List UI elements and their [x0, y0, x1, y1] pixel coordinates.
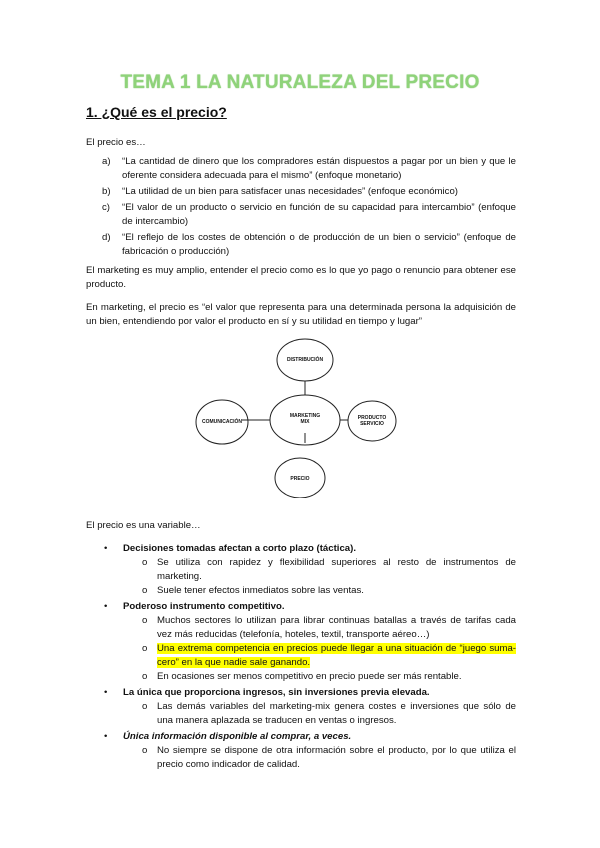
variable-intro: El precio es una variable…: [86, 520, 201, 531]
sub-bullet-item-highlighted: o Una extrema competencia en precios puede llegar a una situación de “juego suma-cero” en la que nadie sale ganando.: [142, 643, 516, 668]
section-heading: 1. ¿Qué es el precio?: [86, 104, 227, 120]
node-label-bottom: PRECIO: [290, 476, 310, 482]
list-item: d) “El reflejo de los costes de obtención o de producción de un bien o servicio” (enfoque de fabricación o producción): [102, 232, 516, 257]
node-label-left: COMUNICACIÓN: [202, 419, 242, 425]
bullet-item: • La única que proporciona ingresos, sin inversiones previa elevada.: [104, 687, 430, 698]
sub-bullet-item: o Las demás variables del marketing-mix genera costes e inversiones que sólo de una manera aplazada se traducen en ventas o ingresos.: [142, 701, 516, 726]
list-item: b) “La utilidad de un bien para satisfacer unas necesidades” (enfoque económico): [102, 186, 458, 197]
sub-bullet-item: o Muchos sectores lo utilizan para librar continuas batallas a través de tarifas cada vez más reducidas (telefonía, hoteles, textil, transporte aéreo…): [142, 615, 516, 640]
sub-bullet-item: o En ocasiones ser menos competitivo en precio puede ser más rentable.: [142, 671, 462, 682]
list-item: c) “El valor de un producto o servicio en función de su capacidad para intercambio” (enfoque de intercambio): [102, 202, 516, 227]
node-label-top: DISTRIBUCIÓN: [286, 357, 324, 363]
sub-bullet-item: o Se utiliza con rapidez y flexibilidad superiores al resto de instrumentos de marketing.: [142, 557, 516, 582]
sub-bullet-item: o Suele tener efectos inmediatos sobre las ventas.: [142, 585, 364, 596]
list-item: a) “La cantidad de dinero que los compradores están dispuestos a pagar por un bien y que le oferente considera adecuada para el mismo” (enfoque monetario): [102, 156, 516, 181]
marketing-mix-diagram: [190, 338, 420, 498]
bullet-list: [86, 540, 516, 772]
bullet-item: • Decisiones tomadas afectan a corto plazo (táctica).: [104, 543, 356, 554]
bullet-item: • Poderoso instrumento competitivo.: [104, 601, 285, 612]
intro-text: El precio es…: [86, 137, 146, 148]
node-label-center: MARKETING MIX: [289, 413, 321, 425]
definitions-list: [86, 155, 516, 261]
paragraph-marketing: El marketing es muy amplio, entender el precio como es lo que yo pago o renuncio para obtener ese producto.: [86, 265, 516, 290]
bullet-item: • Única información disponible al comprar, a veces.: [104, 731, 352, 742]
sub-bullet-item: o No siempre se dispone de otra información sobre el producto, por lo que utiliza el precio como indicador de calidad.: [142, 745, 516, 770]
page-title: TEMA 1 LA NATURALEZA DEL PRECIO: [120, 72, 480, 93]
paragraph-value: En marketing, el precio es “el valor que representa para una determinada persona la adquisición de un bien, entendiendo por valor el producto en sí y su utilidad en tiempo y lugar”: [86, 302, 516, 327]
node-label-right: PRODUCTO SERVICIO: [357, 415, 387, 427]
